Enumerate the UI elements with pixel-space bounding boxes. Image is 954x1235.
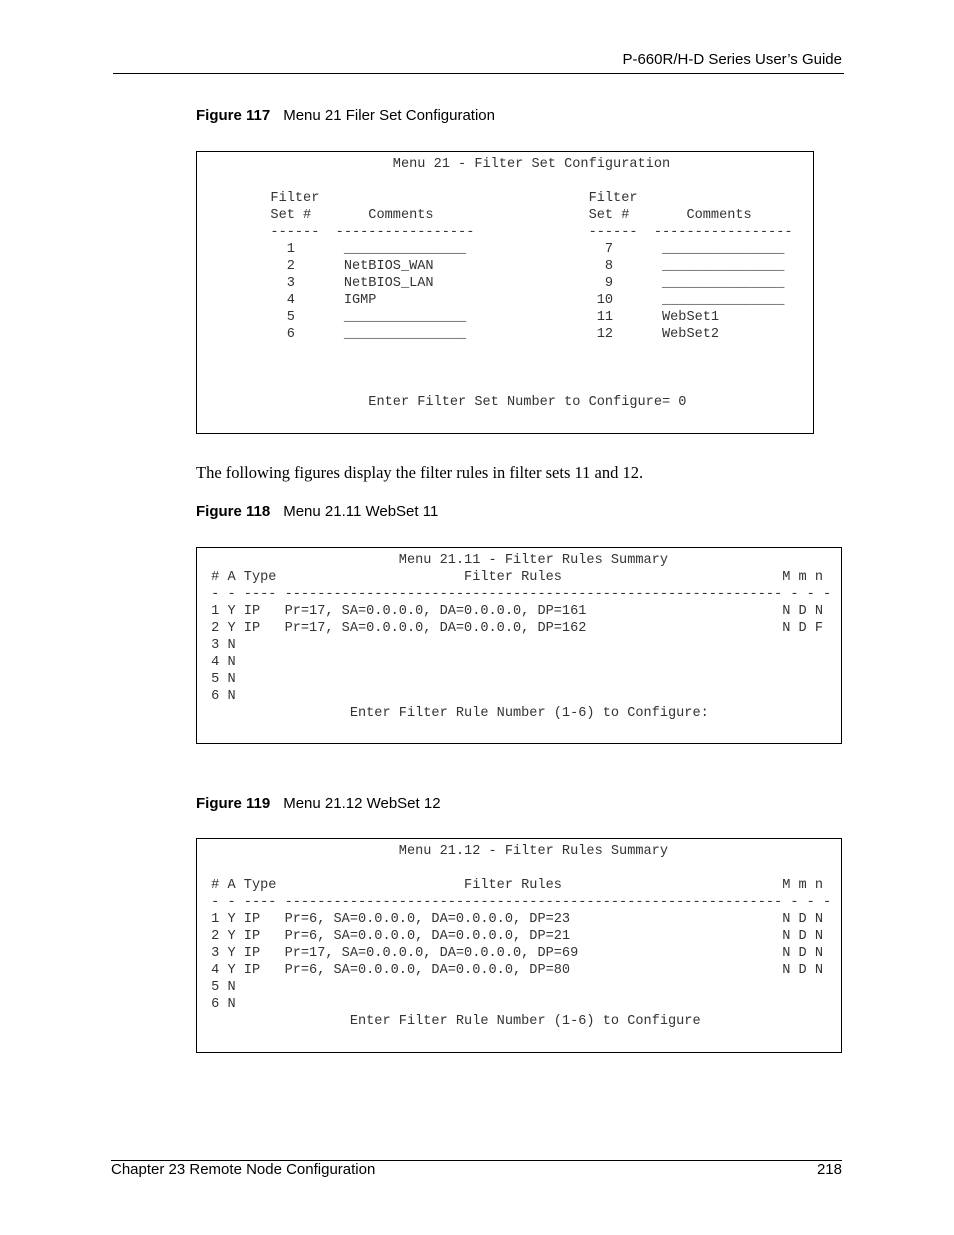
figure-119-label: Figure 119 xyxy=(196,795,271,812)
header-divider xyxy=(113,73,844,74)
figure-117-caption xyxy=(196,107,495,124)
figure-118-title: Menu 21.11 WebSet 11 xyxy=(283,503,439,520)
menu-21-12-screen: Menu 21.12 - Filter Rules Summary # A Type Filter Rules M m n - - ---- ------------------------------------------------------------- - - - 1 Y IP Pr=6, SA=0.0.0.0, DA=0.0.0.0, DP=23 N D N 2 Y IP Pr=6, SA=0.0.0.0, DA=0.0.0.0, DP=21 N D N 3 Y IP Pr=17, SA=0.0.0.0, DA=0.0.0.0, DP=69 N D N 4 Y IP Pr=6, SA=0.0.0.0, DA=0.0.0.0, DP=80 N D N 5 N 6 N Enter Filter Rule Number (1-6) to Configure xyxy=(211,844,832,1029)
guide-title: P-660R/H-D Series User’s Guide xyxy=(622,51,842,68)
body-paragraph: The following figures display the filter rules in filter sets 11 and 12. xyxy=(196,463,644,482)
figure-119-title: Menu 21.12 WebSet 12 xyxy=(283,795,441,812)
figure-119-screen-box xyxy=(196,838,842,1053)
menu-21-screen: Menu 21 - Filter Set Configuration Filter Filter Set # Comments Set # Comments ------ ----------------- ------ ----------------- 1 _______________ 7 _______________ 2 NetBIOS_WAN 8 _______________ 3 NetBIOS_LAN 9 _______________ 4 IGMP 10 _______________ 5 _______________ 11 WebSet1 6 _______________ 12 WebSet2 Enter Filter Set Number to Configure= 0 xyxy=(270,157,793,410)
footer-chapter: Chapter 23 Remote Node Configuration xyxy=(111,1161,376,1178)
footer-page-number: 218 xyxy=(816,1161,842,1178)
figure-119-caption xyxy=(196,795,441,812)
figure-118-label: Figure 118 xyxy=(196,503,271,520)
figure-117-screen-box xyxy=(196,151,814,434)
menu-21-11-screen: Menu 21.11 - Filter Rules Summary # A Type Filter Rules M m n - - ---- ------------------------------------------------------------- - - - 1 Y IP Pr=17, SA=0.0.0.0, DA=0.0.0.0, DP=161 N D N 2 Y IP Pr=17, SA=0.0.0.0, DA=0.0.0.0, DP=162 N D F 3 N 4 N 5 N 6 N Enter Filter Rule Number (1-6) to Configure: xyxy=(211,553,832,721)
figure-117-label: Figure 117 xyxy=(196,107,271,124)
figure-118-screen-box xyxy=(196,547,842,744)
figure-118-caption xyxy=(196,503,438,520)
figure-117-title: Menu 21 Filer Set Configuration xyxy=(283,107,495,124)
